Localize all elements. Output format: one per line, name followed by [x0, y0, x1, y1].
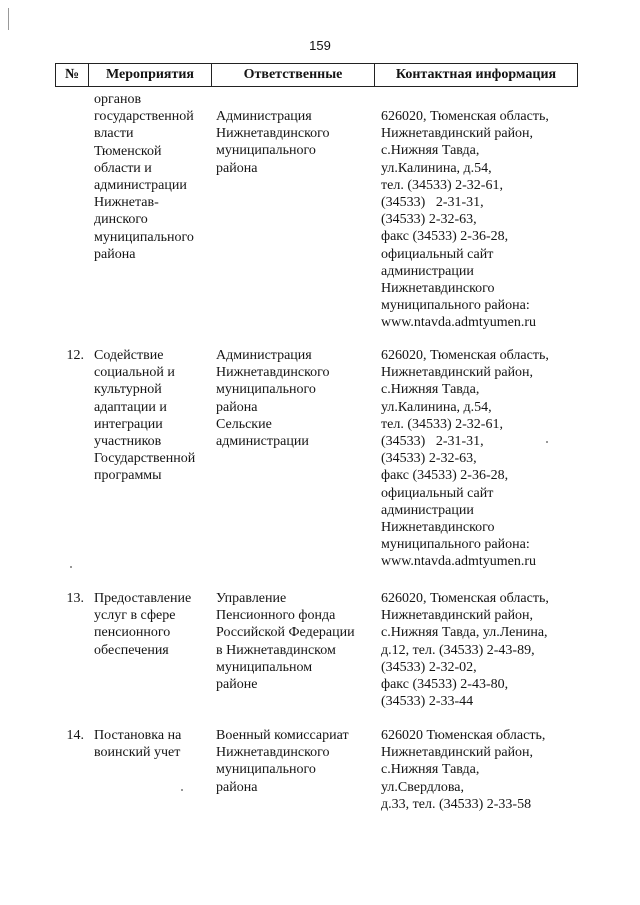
scan-speck: [546, 441, 548, 443]
row-13-responsible: Управление Пенсионного фонда Российской Федерации в Нижнетавдинском муниципальном районе: [216, 591, 355, 693]
row-12-contact: 626020, Тюменская область, Нижнетавдинский район, с.Нижняя Тавда, ул.Калинина, д.54, тел. (34533) 2-32-61, (34533) 2-31-31, (34533) 2-32-63, факс (34533) 2-36-28, официальный сайт администрации Нижнетавдинского муниципального района: www.ntavda.admtyumen.ru: [381, 348, 549, 570]
row-13-contact: 626020, Тюменская область, Нижнетавдинский район, с.Нижняя Тавда, ул.Ленина, д.12, тел. (34533) 2-43-89, (34533) 2-32-02, факс (34533) 2-43-80, (34533) 2-33-44: [381, 591, 549, 710]
row-continued-contact: 626020, Тюменская область, Нижнетавдинский район, с.Нижняя Тавда, ул.Калинина, д.54, тел. (34533) 2-32-61, (34533) 2-31-31, (34533) 2-32-63, факс (34533) 2-36-28, официальный сайт администрации Нижнетавдинского муниципального района: www.ntavda.admtyumen.ru: [381, 109, 549, 331]
scan-artifact-line: [8, 8, 9, 30]
header-responsible: Ответственные: [211, 64, 374, 86]
row-14-contact: 626020 Тюменская область, Нижнетавдинский район, с.Нижняя Тавда, ул.Свердлова, д.33, тел. (34533) 2-33-58: [381, 728, 546, 812]
row-12-responsible: Администрация Нижнетавдинского муниципального района Сельские администрации: [216, 348, 330, 450]
scan-speck: [181, 789, 183, 791]
header-event: Мероприятия: [88, 64, 211, 86]
row-14-event: Постановка на воинский учет: [94, 728, 182, 761]
row-continued-responsible: Администрация Нижнетавдинского муниципального района: [216, 109, 330, 176]
table-header: [55, 63, 578, 87]
row-14-responsible: Военный комиссариат Нижнетавдинского муниципального района: [216, 728, 349, 795]
header-contact: Контактная информация: [374, 64, 577, 86]
row-continued-event: органов государственной власти Тюменской области и администрации Нижнетав- динского муниципального района: [94, 92, 194, 262]
header-num: №: [64, 67, 80, 82]
row-13-event: Предоставление услуг в сфере пенсионного обеспечения: [94, 591, 192, 658]
scan-speck: [70, 566, 72, 568]
row-12-event: Содействие социальной и культурной адаптации и интеграции участников Государственной программы: [94, 348, 196, 484]
page-number: 159: [309, 38, 331, 53]
row-12-num: 12.: [66, 348, 84, 363]
row-13-num: 13.: [66, 591, 84, 606]
row-14-num: 14.: [66, 728, 84, 743]
